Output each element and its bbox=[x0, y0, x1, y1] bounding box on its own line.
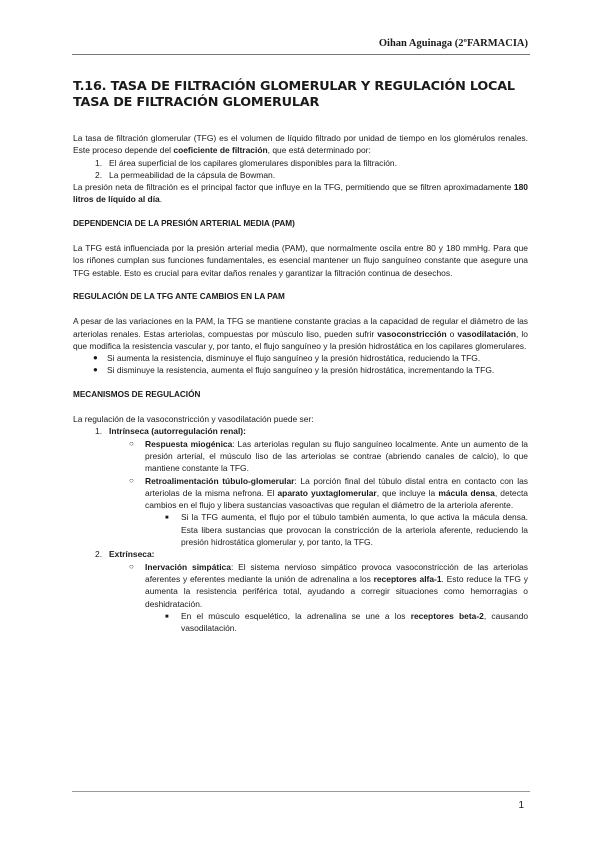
list-item: 1. El área superficial de los capilares glomerulares disponibles para la filtración. bbox=[95, 157, 397, 168]
list-item: ■ En el músculo esquelético, la adrenalina se une a los receptores beta-2, causando vasodilatación. bbox=[165, 610, 529, 634]
section-2-bullets bbox=[73, 352, 528, 377]
tgf-sublist bbox=[145, 511, 528, 548]
bullet-icon: ● bbox=[93, 365, 98, 375]
beta-sublist bbox=[145, 610, 528, 635]
section-1-paragraph: La TFG está influenciada por la presión arterial media (PAM), que normalmente oscila entre 80 y 180 mmHg. Para que los riñones cumplan sus funciones fundamentales, es esencial mantener un flujo sanguíneo constante que asegure una TFG estable. Esto es crucial para evitar daños renales y garantizar la filtración continua de desechos. bbox=[73, 243, 528, 278]
intro-list bbox=[73, 157, 528, 182]
document-body bbox=[73, 79, 528, 634]
footer-rule bbox=[72, 791, 530, 792]
title-line-2: TASA DE FILTRACIÓN GLOMERULAR bbox=[73, 95, 320, 110]
bullet-icon: ● bbox=[93, 353, 98, 363]
list-item: ● Si disminuye la resistencia, aumenta el flujo sanguíneo y la presión hidrostática, incrementando la TFG. bbox=[93, 365, 495, 376]
circle-bullet-icon: ○ bbox=[129, 475, 134, 485]
page-title bbox=[73, 79, 528, 111]
intro-paragraph-2: La presión neta de filtración es el principal factor que influye en la TFG, permitiendo que se filtren aproximadamente 180 litros de líquido al día. bbox=[73, 182, 528, 205]
list-item: 2. La permeabilidad de la cápsula de Bowman. bbox=[95, 169, 276, 180]
section-2-paragraph: A pesar de las variaciones en la PAM, la TFG se mantiene constante gracias a la capacidad de regular el diámetro de las arteriolas renales. Estas arteriolas, compuestas por músculo liso, pueden sufrir vasoconstricción o vasodilatación, lo que modifica la resistencia vascular y, por tanto, el flujo sanguíneo y la presión hidrostática en los capilares glomerulares. bbox=[73, 316, 528, 351]
list-item: ○ Retroalimentación túbulo-glomerular: La porción final del túbulo distal entra en contacto con las arteriolas de la misma nefrona. El aparato yuxtaglomerular, que incluye la mácula densa, detecta cambios en el flujo y libera sustancias vasoactivas que regulan el diámetro de la arteriola aferente. ■ Si la TFG aumenta, el flujo por el túbulo también aumenta, lo que activa la mácula densa. Esta libera sustancias que provocan la constricción de la arteriola aferente, reduciendo la presión hidrostática glomerular y, por tanto, la TFG. bbox=[129, 475, 529, 548]
square-bullet-icon: ■ bbox=[165, 613, 169, 620]
title-line-1: T.16. TASA DE FILTRACIÓN GLOMERULAR Y REGULACIÓN LOCAL bbox=[73, 79, 515, 94]
circle-bullet-icon: ○ bbox=[129, 438, 134, 448]
mechanisms-list bbox=[73, 425, 528, 634]
section-title-pam: DEPENDENCIA DE LA PRESIÓN ARTERIAL MEDIA (PAM) bbox=[73, 218, 295, 228]
intro-paragraph-1: La tasa de filtración glomerular (TFG) es el volumen de líquido filtrado por unidad de tiempo en los glomérulos renales. Este proceso depende del coeficiente de filtración, que está determinado por: bbox=[73, 133, 528, 156]
intrinsic-sublist bbox=[109, 438, 528, 549]
section-title-regulacion: REGULACIÓN DE LA TFG ANTE CAMBIOS EN LA PAM bbox=[73, 291, 285, 301]
list-item: 2. Extrínseca: ○ Inervación simpática: El sistema nervioso simpático provoca vasoconstricción de las arteriolas aferentes y eferentes mediante la unión de adrenalina a los receptores alfa-1. Esto reduce la TFG y aumenta la resistencia periférica total, ayudando a corregir situaciones como hemorragias o deshidratación. ■ En el músculo esquelético, la adrenalina se une a los receptores beta-2, causando vasodilatación. bbox=[95, 549, 529, 634]
list-item: ○ Inervación simpática: El sistema nervioso simpático provoca vasoconstricción de las arteriolas aferentes y eferentes mediante la unión de adrenalina a los receptores alfa-1. Esto reduce la TFG y aumenta la resistencia periférica total, ayudando a corregir situaciones como hemorragias o deshidratación. ■ En el músculo esquelético, la adrenalina se une a los receptores beta-2, causando vasodilatación. bbox=[129, 561, 529, 634]
square-bullet-icon: ■ bbox=[165, 515, 169, 522]
list-item: ○ Respuesta miogénica: Las arteriolas regulan su flujo sanguíneo localmente. Ante un aumento de la presión arterial, el músculo liso de las arteriolas se contrae (abriendo canales de calcio), lo que mantiene constante la TFG. bbox=[129, 438, 528, 474]
header-author: Oihan Aguinaga (2ºFARMACIA) bbox=[378, 38, 528, 49]
header-rule bbox=[72, 54, 530, 55]
extrinsic-sublist bbox=[109, 561, 528, 635]
list-item: ● Si aumenta la resistencia, disminuye el flujo sanguíneo y la presión hidrostática, reduciendo la TFG. bbox=[93, 353, 481, 364]
section-title-mecanismos: MECANISMOS DE REGULACIÓN bbox=[73, 389, 201, 399]
list-item: ■ Si la TFG aumenta, el flujo por el túbulo también aumenta, lo que activa la mácula densa. Esta libera sustancias que provocan la constricción de la arteriola aferente, reduciendo la presión hidrostática glomerular y, por tanto, la TFG. bbox=[165, 512, 528, 548]
page-number: 1 bbox=[518, 800, 524, 811]
circle-bullet-icon: ○ bbox=[129, 561, 134, 571]
section-3-intro: La regulación de la vasoconstricción y vasodilatación puede ser: bbox=[73, 414, 314, 425]
list-item: 1. Intrínseca (autorregulación renal): ○ Respuesta miogénica: Las arteriolas regulan su flujo sanguíneo localmente. Ante un aumento de la presión arterial, el músculo liso de las arteriolas se contrae (abriendo canales de calcio), lo que mantiene constante la TFG. ○ Retroalimentación túbulo-glomerular: La porción final del túbulo distal entra en contacto con las arteriolas de la misma nefrona. El aparato yuxtaglomerular, que incluye la mácula densa, detecta cambios en el flujo y libera sustancias vasoactivas que regulan el diámetro de la arteriola aferente. ■ Si la TFG aumenta, el flujo por el túbulo también aumenta, lo que activa la mácula densa. Esta libera sustancias que provocan la constricción de la arteriola aferente, reduciendo la presión hidrostática glomerular y, por tanto, la TFG. bbox=[95, 426, 529, 548]
